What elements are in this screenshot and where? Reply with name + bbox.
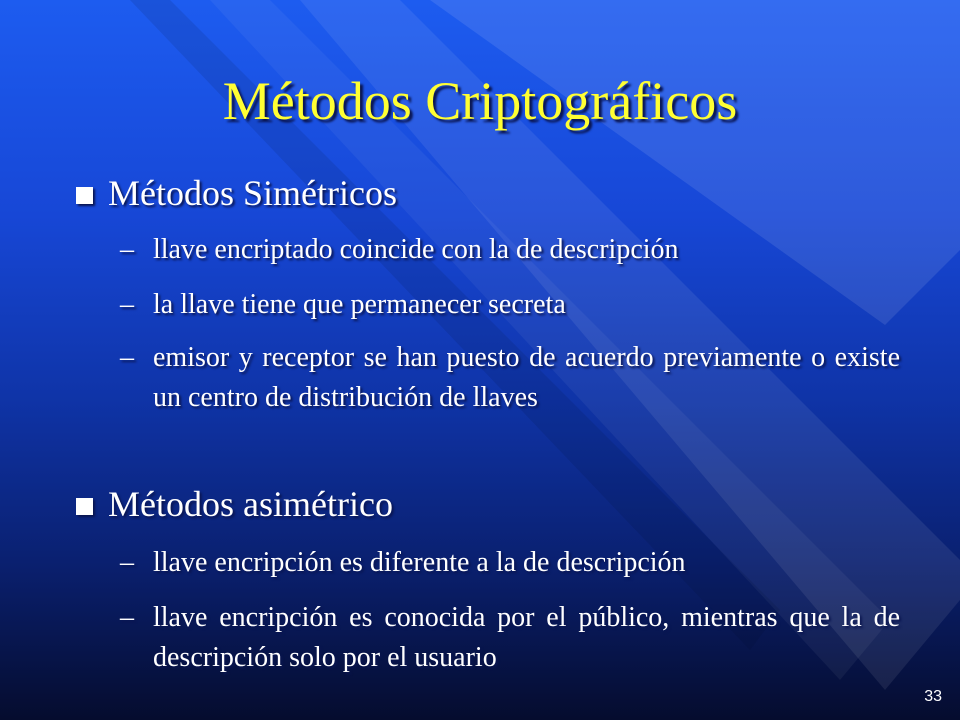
list-item: [120, 230, 900, 270]
dash-marker: –: [120, 234, 134, 265]
dash-marker: –: [120, 547, 134, 578]
dash-marker: –: [120, 342, 134, 373]
slide-title: Métodos Criptográficos: [222, 71, 738, 131]
bullet-icon: [76, 498, 93, 515]
list-item-text: llave encripción es conocida por el público, mientras que la de descripción solo por el usuario: [153, 602, 900, 673]
section-heading: Métodos asimétrico: [108, 484, 393, 524]
dash-marker: –: [120, 602, 134, 633]
dash-marker: –: [120, 289, 134, 320]
list-item: [120, 598, 900, 678]
page-number: 33: [924, 688, 942, 705]
section-heading: Métodos Simétricos: [108, 173, 397, 213]
list-item-text: emisor y receptor se han puesto de acuerdo previamente o existe un centro de distribución de llaves: [153, 342, 900, 413]
bullet-icon: [76, 187, 93, 204]
list-item: [120, 543, 900, 583]
list-item: [120, 338, 900, 418]
list-item-text: la llave tiene que permanecer secreta: [153, 289, 566, 320]
list-item: [120, 285, 900, 325]
list-item-text: llave encripción es diferente a la de descripción: [153, 547, 686, 578]
list-item-text: llave encriptado coincide con la de descripción: [153, 234, 679, 265]
